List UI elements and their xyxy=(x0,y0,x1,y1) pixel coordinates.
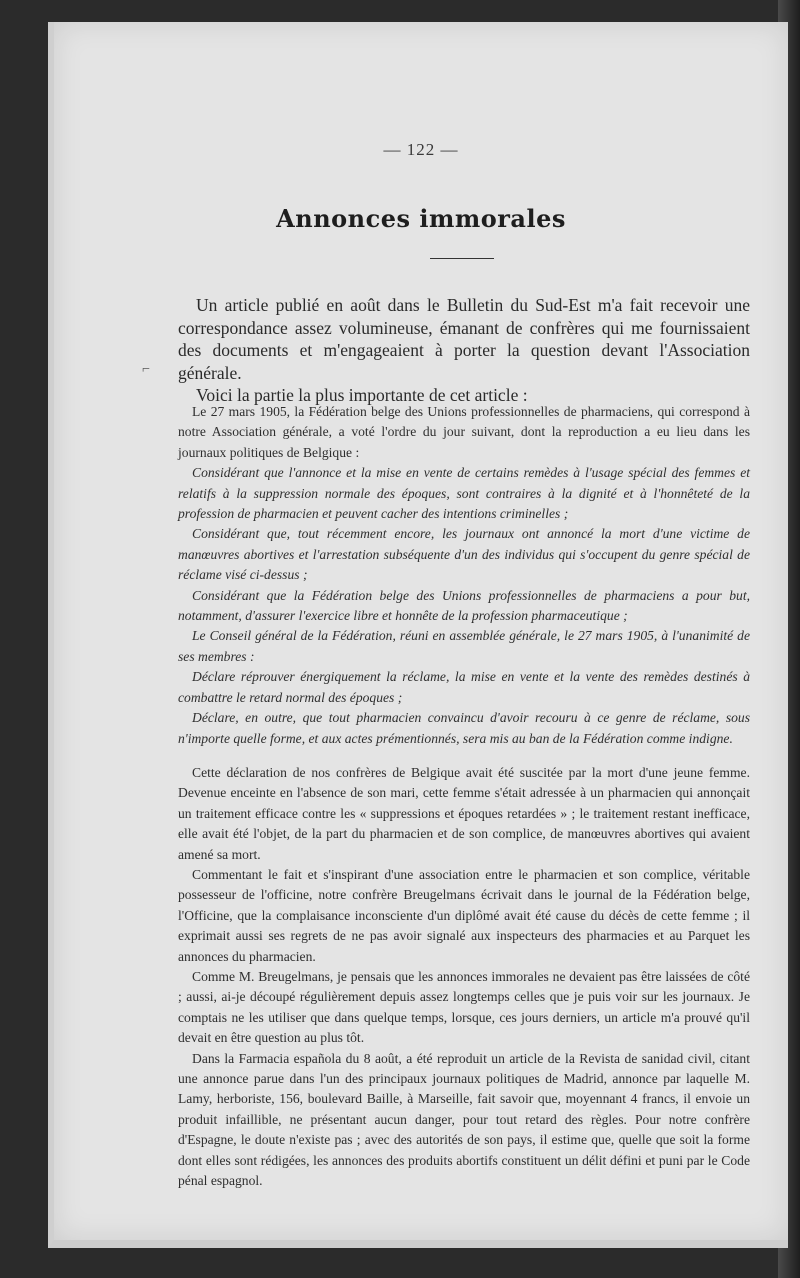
intro-section xyxy=(178,294,750,407)
body-paragraph: Dans la Farmacia española du 8 août, a été reproduit un article de la Revista de sanidad civil, citant une annonce parue dans l'un des principaux journaux politiques de Madrid, annonce par laquelle M. Lamy, herboriste, 156, boulevard Baille, à Marseille, fait savoir que, moyennant 4 francs, il envoie un produit infaillible, ne présentant aucun danger, pour tout retard des règles. Pour notre confrère d'Espagne, le doute n'existe pas ; avec des autorités de son pays, il estime que, quelle que soit la forme dont elles sont rédigées, les annonces des produits abortifs constituent un délit défini et puni par le Code pénal espagnol. xyxy=(178,1050,750,1189)
quoted-clause: Déclare réprouver énergiquement la réclame, la mise en vente et la vente des remèdes destinés à combattre le retard normal des époques ; xyxy=(178,669,750,705)
body-paragraph: Comme M. Breugelmans, je pensais que les annonces immorales ne devaient pas être laissées de côté ; aussi, ai-je découpé régulièrement depuis assez longtemps celles que je puis voir sur les journaux. Je comptais ne les utiliser que dans quelque temps, lorsque, ces jours derniers, un article m'a prouvé qu'il devait en être question au plus tôt. xyxy=(178,968,750,1046)
quoted-clause: Considérant que, tout récemment encore, les journaux ont annoncé la mort d'une victime de manœuvres abortives et l'arrestation subséquente d'un des individus qui s'occupent du genre spécial de réclame visé ci-dessus ; xyxy=(178,526,750,583)
quoted-clause: Considérant que l'annonce et la mise en vente de certains remèdes à l'usage spécial des femmes et relatifs à la suppression normale des époques, sont contraires à la dignité et à l'honnêteté de la profession de pharmacien et peuvent cacher des intentions criminelles ; xyxy=(178,465,750,522)
body-paragraph: Commentant le fait et s'inspirant d'une association entre le pharmacien et son complice, véritable possesseur de l'officine, notre confrère Breugelmans écrivait dans le journal de la Fédération belge, l'Officine, que la complaisance inconsciente d'un diplômé avait été cause du décès de cette femme ; il exprimait aussi ses regrets de ne pas avoir signalé aux inspecteurs des pharmacies et au Parquet les annonces du pharmacien. xyxy=(178,866,750,964)
intro-paragraph: Voici la partie la plus importante de cet article : xyxy=(196,385,528,405)
article-body xyxy=(178,402,750,1191)
page-number: — 122 — xyxy=(383,140,459,159)
margin-mark: ⌐ xyxy=(142,362,150,377)
body-paragraph: Cette déclaration de nos confrères de Belgique avait été suscitée par la mort d'une jeune femme. Devenue enceinte en l'absence de son mari, cette femme s'était adressée à un pharmacien qui annonçait un traitement efficace contre les « suppressions et époques retardées » ; le traitement restant inefficace, elle avait été l'objet, de la part du pharmacien et de son complice, de manœuvres abortives qui avaient amené sa mort. xyxy=(178,764,750,862)
document-page xyxy=(48,22,788,1248)
quoted-clause: Considérant que la Fédération belge des Unions professionnelles de pharmaciens a pour but, notamment, d'assurer l'exercice libre et honnête de la profession pharmaceutique ; xyxy=(178,587,750,624)
article-title: Annonces immorales xyxy=(276,204,566,233)
quoted-paragraph: Le 27 mars 1905, la Fédération belge des Unions professionnelles de pharmaciens, qui correspond à notre Association générale, a voté l'ordre du jour suivant, dont la reproduction a eu lieu dans les journaux politiques de Belgique : xyxy=(178,404,750,460)
quoted-clause: Déclare, en outre, que tout pharmacien convaincu d'avoir recouru à ce genre de réclame, sous n'importe quelle forme, et aux actes prémentionnés, sera mis au ban de la Fédération comme indigne. xyxy=(178,710,750,746)
intro-paragraph: Un article publié en août dans le Bulletin du Sud-Est m'a fait recevoir une correspondance assez volumineuse, émanant de confrères qui me fournissaient des documents et m'engageaient à porter la question devant l'Association générale. xyxy=(178,295,750,383)
quoted-clause: Le Conseil général de la Fédération, réuni en assemblée générale, le 27 mars 1905, à l'unanimité de ses membres : xyxy=(178,628,750,664)
title-rule xyxy=(430,258,494,259)
